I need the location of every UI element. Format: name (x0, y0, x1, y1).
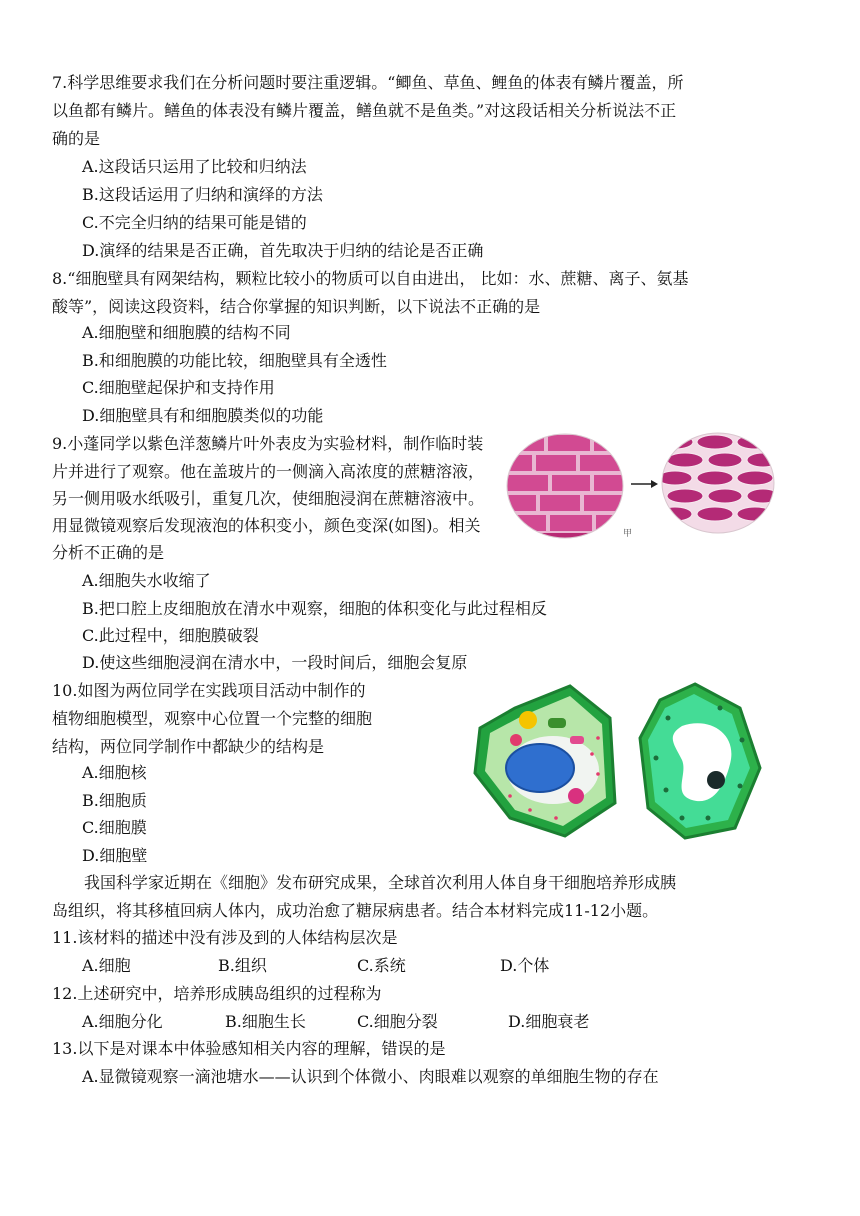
passage-line-2: 岛组织，将其移植回病人体内，成功治愈了糖尿病患者。结合本材料完成11-12小题。 (52, 901, 659, 920)
model-1-nucleus (506, 744, 574, 792)
q8-option-c: C.细胞壁起保护和支持作用 (82, 378, 275, 397)
q11-option-a: A.细胞 (82, 956, 131, 975)
onion-cells-plasmolysed (655, 428, 785, 544)
q9-option-c: C.此过程中，细胞膜破裂 (82, 626, 259, 645)
q11-stem: 11.该材料的描述中没有涉及到的人体结构层次是 (52, 928, 398, 947)
q7-option-a: A.这段话只运用了比较和归纳法 (82, 157, 307, 176)
q13-stem: 13.以下是对课本中体验感知相关内容的理解，错误的是 (52, 1039, 446, 1058)
q9-stem-line-4: 用显微镜观察后发现液泡的体积变小，颜色变深(如图)。相关 (52, 516, 481, 535)
q9-option-a: A.细胞失水收缩了 (82, 571, 211, 590)
q8-stem-line-2: 酸等”，阅读这段资料，结合你掌握的知识判断，以下说法不正确的是 (52, 297, 541, 316)
q10-plant-cell-models-figure (470, 678, 770, 843)
q12-option-b: B.细胞生长 (225, 1012, 306, 1031)
q9-stem-line-1: 9.小蓬同学以紫色洋葱鳞片叶外表皮为实验材料，制作临时装 (52, 434, 484, 453)
q12-stem: 12.上述研究中，培养形成胰岛组织的过程称为 (52, 984, 382, 1003)
q8-option-d: D.细胞壁具有和细胞膜类似的功能 (82, 406, 324, 425)
arrow-head-icon (651, 480, 658, 488)
q12-option-d: D.细胞衰老 (508, 1012, 590, 1031)
model-1-pink-organelle (568, 788, 584, 804)
q8-option-b: B.和细胞膜的功能比较，细胞壁具有全透性 (82, 351, 387, 370)
q9-stem-line-5: 分析不正确的是 (52, 543, 165, 562)
q11-option-b: B.组织 (218, 956, 267, 975)
q13-option-a: A.显微镜观察一滴池塘水——认识到个体微小、肉眼难以观察的单细胞生物的存在 (82, 1067, 659, 1086)
q11-option-c: C.系统 (357, 956, 406, 975)
q9-stem-line-2: 片并进行了观察。他在盖玻片的一侧滴入高浓度的蔗糖溶液， (52, 462, 485, 481)
cell-model-1 (475, 686, 615, 836)
q9-stem-line-3: 另一侧用吸水纸吸引，重复几次，使细胞浸润在蔗糖溶液中。 (52, 489, 485, 508)
q12-option-c: C.细胞分裂 (357, 1012, 438, 1031)
q8-option-a: A.细胞壁和细胞膜的结构不同 (82, 323, 291, 342)
q10-option-a: A.细胞核 (82, 763, 147, 782)
model-2-nucleus (707, 771, 725, 789)
q9-onion-cell-figure (505, 428, 785, 544)
q7-stem-line-3: 确的是 (52, 129, 101, 148)
onion-cells-normal (505, 428, 635, 544)
q7-stem-line-2: 以鱼都有鳞片。鳝鱼的体表没有鳞片覆盖，鳝鱼就不是鱼类。”对这段话相关分析说法不正 (52, 101, 677, 120)
q9-figure-caption: 甲 (623, 529, 633, 539)
q12-option-a: A.细胞分化 (82, 1012, 163, 1031)
q9-option-b: B.把口腔上皮细胞放在清水中观察，细胞的体积变化与此过程相反 (82, 599, 547, 618)
q10-option-c: C.细胞膜 (82, 818, 147, 837)
passage-line-1: 我国科学家近期在《细胞》发布研究成果，全球首次利用人体自身干细胞培养形成胰 (84, 873, 677, 892)
q11-option-d: D.个体 (500, 956, 550, 975)
cell-model-2 (640, 684, 760, 838)
q8-stem-line-1: 8.“细胞壁具有网架结构，颗粒比较小的物质可以自由进出， 比如：水、蔗糖、离子、氨基 (52, 269, 689, 288)
q10-option-b: B.细胞质 (82, 791, 147, 810)
q10-stem-line-2: 植物细胞模型，观察中心位置一个完整的细胞 (52, 709, 373, 728)
model-1-red-organelle (510, 734, 522, 746)
q7-stem-line-1: 7.科学思维要求我们在分析问题时要注重逻辑。“鲫鱼、草鱼、鲤鱼的体表有鳞片覆盖，所 (52, 73, 684, 92)
model-1-yellow-organelle (519, 711, 537, 729)
q9-option-d: D.使这些细胞浸润在清水中，一段时间后，细胞会复原 (82, 653, 468, 672)
q7-option-c: C.不完全归纳的结果可能是错的 (82, 213, 307, 232)
q10-option-d: D.细胞壁 (82, 846, 148, 865)
q10-stem-line-3: 结构，两位同学制作中都缺少的结构是 (52, 737, 325, 756)
q7-option-b: B.这段话运用了归纳和演绎的方法 (82, 185, 323, 204)
q7-option-d: D.演绎的结果是否正确，首先取决于归纳的结论是否正确 (82, 241, 484, 260)
q10-stem-line-1: 10.如图为两位同学在实践项目活动中制作的 (52, 681, 366, 700)
